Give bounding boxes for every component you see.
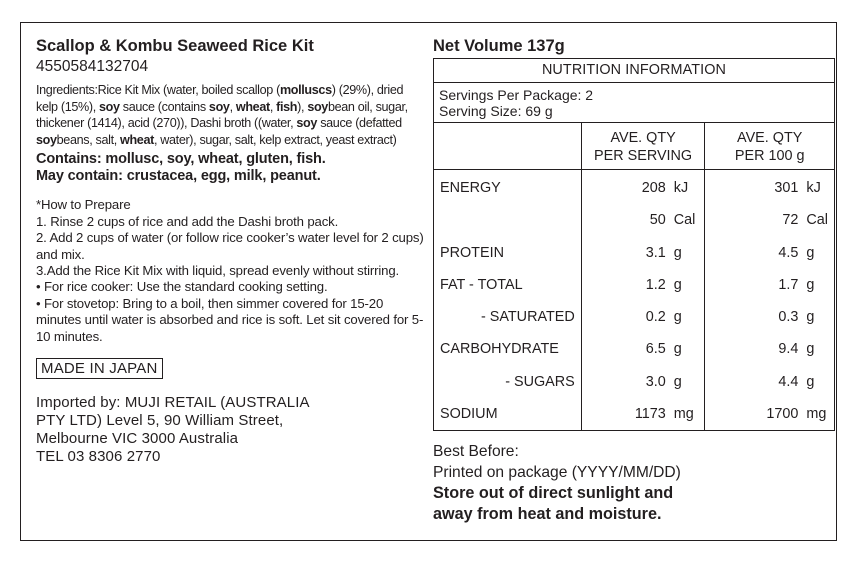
left-column [36,36,426,466]
ingredient-text: sauce (contains [119,99,209,114]
nutrient-name: PROTEIN [440,244,504,261]
contains-line: Contains: mollusc, soy, wheat, gluten, fish. [36,151,326,168]
ingredient-text: , [269,99,277,114]
per-100g-value [711,301,828,333]
nutrient-unit: g [673,373,682,390]
prepare-step: • For rice cooker: Use the standard cooking setting. [36,279,328,295]
nutrient-quantity: 4.4 [778,373,799,390]
per-100g-value [711,237,828,269]
ingredient-text: , water), sugar, salt, kelp extract, yeast extract) [153,132,397,147]
barcode-number: 4550584132704 [36,58,149,75]
nutrient-unit: g [673,309,682,326]
storage-instructions [433,483,835,525]
per-100g-value [711,269,828,301]
right-column [433,36,835,525]
nutrition-heading: NUTRITION INFORMATION [434,59,835,83]
per-100g-value [711,333,828,365]
allergen-highlight: soy [208,99,230,114]
product-title: Scallop & Kombu Seaweed Rice Kit [36,37,314,55]
ingredient-text: ), [297,99,308,114]
nutrient-quantity: 0.3 [778,309,799,326]
importer-line: PTY LTD) Level 5, 90 William Street, [36,412,284,430]
per-100g-value [711,172,828,204]
nutrient-unit: mg [806,406,827,423]
nutrient-unit: kJ [673,180,689,196]
nutrient-name: - SATURATED [480,309,575,326]
prepare-step: • For stovetop: Bring to a boil, then simmer covered for 15-20 minutes until water is absorbed and rice is soft. Let sit covered for 5-10 minutes. [36,295,424,344]
nutrient-quantity: 0.2 [645,309,666,326]
nutrient-name: CARBOHYDRATE [440,341,559,358]
best-before [433,442,835,483]
storage-line: Store out of direct sunlight and [433,484,674,503]
column-header-line: AVE. QTY [610,130,676,146]
nutrient-quantity: 301 [774,180,799,196]
serving-info [434,83,835,123]
nutrient-quantity: 1173 [634,406,666,423]
per-serving-value [588,333,699,365]
ingredients-text [36,82,426,148]
prepare-step: 3.Add the Rice Kit Mix with liquid, spread evenly without stirring. [36,263,400,278]
per-100g-value [711,366,828,398]
per-serving-value [588,269,699,301]
per-serving-value [588,204,699,236]
nutrient-quantity: 3.0 [645,373,666,390]
nutrient-unit: g [806,341,815,358]
nutrient-quantity: 208 [641,180,666,196]
storage-line: away from heat and moisture. [433,505,662,524]
best-before-note: Printed on package (YYYY/MM/DD) [433,463,681,481]
per-serving-value [588,172,699,204]
per-100g-value [711,204,828,236]
nutrient-quantity: 6.5 [645,341,666,358]
per-100g-column [705,170,835,431]
nutrient-quantity: 1700 [766,406,799,423]
nutrient-name: ENERGY [440,180,501,196]
nutrient-unit: kJ [806,180,821,196]
nutrient-quantity: 72 [782,212,799,229]
column-header-per-100g [705,123,835,170]
allergen-highlight: soy [36,132,57,147]
allergen-highlight: fish [276,99,298,114]
nutrient-unit: Cal [806,212,828,229]
nutrient-unit: g [806,373,815,390]
nutrient-quantity: 3.1 [645,244,666,261]
allergen-highlight: molluscs [279,83,332,97]
allergen-statement [36,151,426,185]
per-100g-value [711,398,828,430]
per-serving-value [588,301,699,333]
per-serving-column [581,170,705,431]
nutrient-name [440,204,575,236]
column-header-line: PER SERVING [594,148,693,164]
per-serving-value [588,366,699,398]
prepare-heading: *How to Prepare [36,197,131,213]
nutrient-unit: g [673,341,682,358]
column-header-line: AVE. QTY [737,130,803,146]
nutrient-unit: g [673,276,682,293]
prepare-step: 2. Add 2 cups of water (or follow rice cooker’s water level for 2 cups) and mix. [36,230,424,262]
allergen-highlight: soy [307,99,328,114]
nutrient-quantity: 1.7 [778,276,799,293]
ingredient-text: ) (29%), dried kelp (15%), [36,83,404,114]
nutrition-table [433,58,835,431]
best-before-label: Best Before: [433,443,519,461]
nutrient-unit: g [806,309,815,326]
nutrient-quantity: 50 [649,212,666,229]
nutrient-quantity: 1.2 [645,276,666,293]
column-header-blank [434,123,582,170]
nutrient-unit: g [673,244,682,261]
ingredient-text: Ingredients:Rice Kit Mix (water, boiled scallop ( [36,83,280,97]
nutrient-name: - SUGARS [505,373,575,390]
nutrient-name: SODIUM [440,406,498,423]
origin-box: MADE IN JAPAN [36,358,163,379]
ingredient-text: bean oil, sugar, thickener (1414), acid (270)), Dashi broth ((water, [36,99,408,131]
servings-per-package: Servings Per Package: 2 [439,87,594,103]
nutrient-unit: Cal [673,212,696,229]
prepare-step: 1. Rinse 2 cups of rice and add the Dashi broth pack. [36,213,339,229]
serving-size: Serving Size: 69 g [439,103,553,119]
column-header-line: PER 100 g [734,148,805,164]
nutrient-unit: g [806,244,815,261]
column-header-per-serving [581,123,705,170]
allergen-highlight: soy [99,99,120,114]
importer-details [36,394,426,466]
per-serving-value [588,237,699,269]
importer-line: Melbourne VIC 3000 Australia [36,430,239,448]
per-serving-value [588,398,699,430]
allergen-highlight: wheat [120,132,154,147]
ingredient-text: beans, salt, [56,132,121,147]
nutrient-unit: g [806,276,815,293]
nutrient-quantity: 4.5 [778,244,799,261]
importer-phone: TEL 03 8306 2770 [36,448,161,466]
nutrient-names-column [434,170,582,431]
allergen-highlight: wheat [235,99,270,114]
nutrient-unit: mg [673,406,694,423]
importer-line: Imported by: MUJI RETAIL (AUSTRALIA [36,394,310,412]
nutrient-quantity: 9.4 [778,341,799,358]
preparation-instructions [36,197,426,345]
ingredient-text: , [229,99,236,114]
net-volume: Net Volume 137g [433,37,565,55]
ingredient-text: sauce (defatted [317,116,402,131]
may-contain-line: May contain: crustacea, egg, milk, peanut. [36,168,321,185]
allergen-highlight: soy [296,116,318,131]
nutrient-name: FAT - TOTAL [440,276,523,293]
